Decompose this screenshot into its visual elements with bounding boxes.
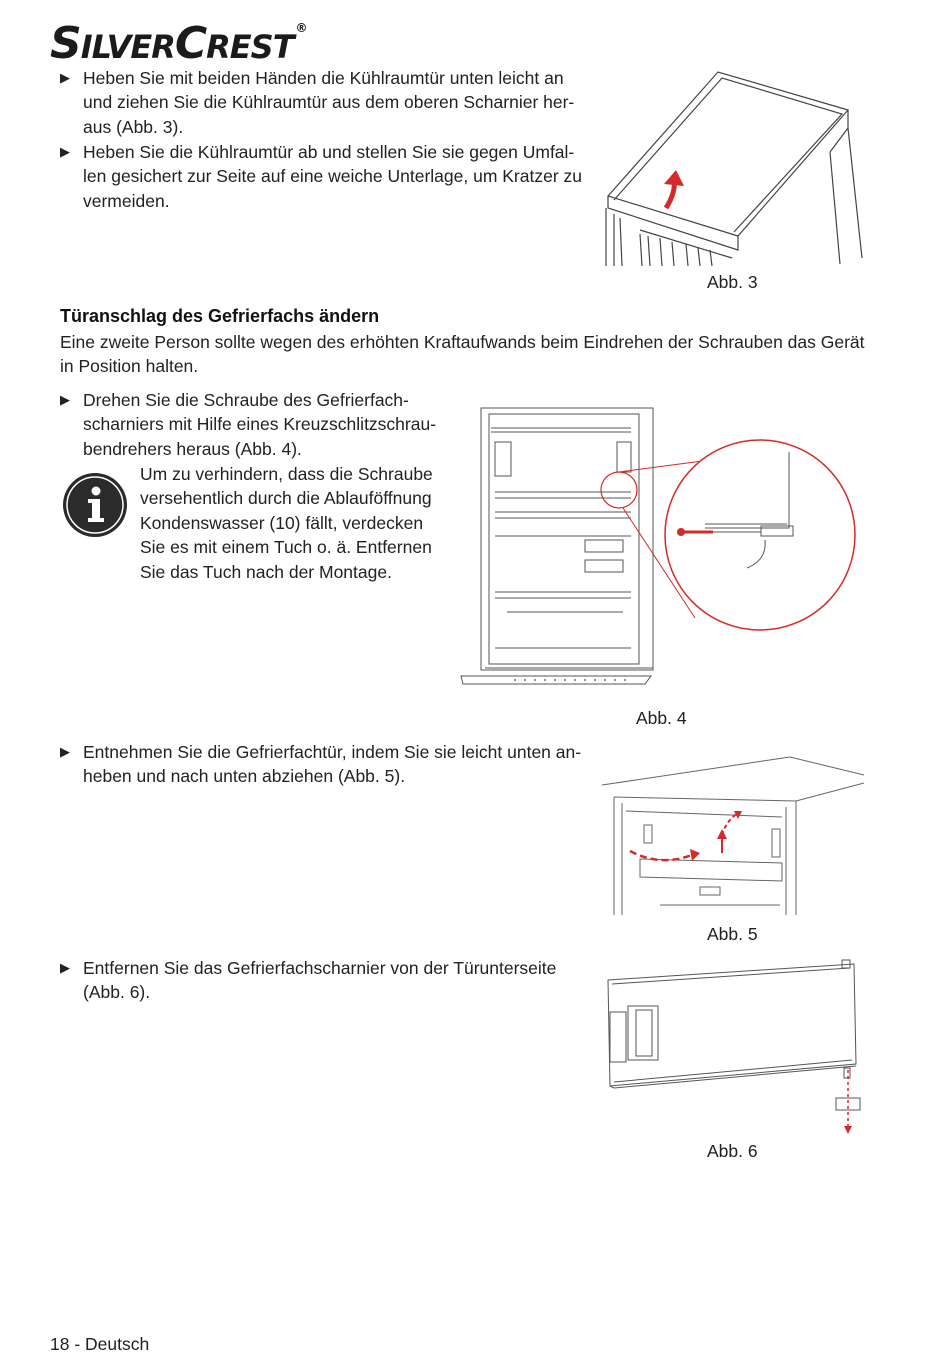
bullet-text-5: Entfernen Sie das Gefrierfachscharnier von der Türunterseite (Abb. 6). — [83, 958, 557, 1003]
bullet-text-3: Drehen Sie die Schraube des Gefrierfach- scharniers mit Hilfe eines Kreuzschlitzschrau- bendrehers heraus (Abb. 4). — [83, 390, 437, 459]
bullet-icon: ▶ — [60, 392, 70, 407]
figure-5-illustration — [600, 755, 865, 920]
intro-text: Eine zweite Person sollte wegen des erhöhten Kraftaufwands beim Eindrehen der Schrauben das Gerät in Position halten. — [60, 332, 865, 377]
page-number: 18 - Deutsch — [50, 1334, 150, 1354]
figure-5-caption: Abb. 5 — [707, 924, 758, 944]
bullet-icon: ▶ — [60, 960, 70, 975]
figure-3-illustration — [600, 68, 870, 268]
figure-3-caption: Abb. 3 — [707, 272, 758, 292]
bullet-icon: ▶ — [60, 144, 70, 159]
info-icon — [62, 472, 128, 538]
brand-logo: SILVERCREST ® — [50, 18, 307, 69]
figure-6-illustration — [600, 958, 870, 1138]
figure-4-caption: Abb. 4 — [636, 708, 687, 728]
bullet-text-4: Entnehmen Sie die Gefrierfachtür, indem Sie sie leicht unten an- heben und nach unten abziehen (Abb. 5). — [83, 742, 582, 787]
figure-6-caption: Abb. 6 — [707, 1141, 758, 1161]
bullet-text-1: Heben Sie mit beiden Händen die Kühlraumtür unten leicht an und ziehen Sie die Kühlraumtür aus dem oberen Scharnier her- aus (Abb. 3). — [83, 68, 575, 137]
bullet-icon: ▶ — [60, 744, 70, 759]
figure-4-illustration — [455, 400, 865, 695]
info-note: Um zu verhindern, dass die Schraube versehentlich durch die Ablauföffnung Kondenswasser (10) fällt, verdecken Sie es mit einem Tuch o. ä. Entfernen Sie das Tuch nach der Montage. — [140, 464, 433, 582]
bullet-text-2: Heben Sie die Kühlraumtür ab und stellen Sie sie gegen Umfal- len gesichert zur Seite auf eine weiche Unterlage, um Kratzer zu vermeiden. — [83, 142, 583, 211]
section-heading: Türanschlag des Gefrierfachs ändern — [60, 306, 380, 326]
bullet-icon: ▶ — [60, 70, 70, 85]
